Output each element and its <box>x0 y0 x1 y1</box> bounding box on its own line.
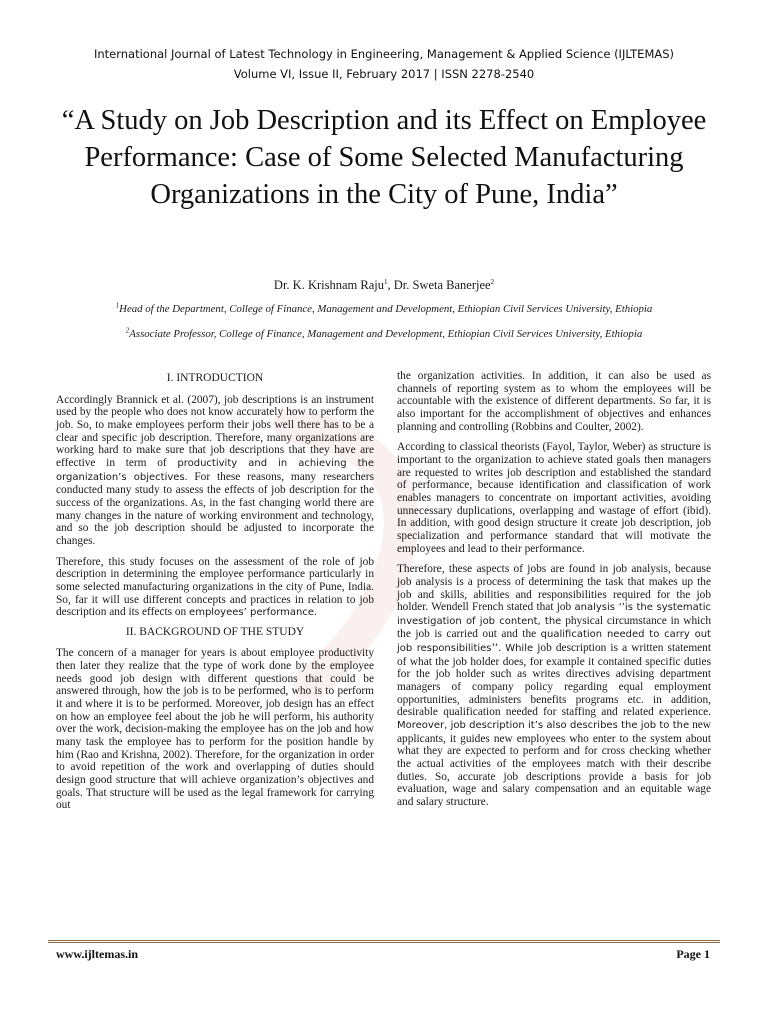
affiliation-2-text: Associate Professor, College of Finance, Management and Development, Ethiopian Civil Services University, Ethiopia <box>129 328 643 340</box>
right-column <box>397 370 711 817</box>
right-paragraph-2: According to classical theorists (Fayol, Taylor, Weber) as structure is important to the organization to achieve stated goals then managers are requested to writes job description and established the standard of performance, because identification and classification of work enables managers to concentrate on important activities, avoiding unnecessary duplications, overlapping and wastage of effort (ibid). In addition, with good design structure it create job description, job specialization and performance standard that will motivate the employees and lead to their performance. <box>397 441 711 555</box>
author-1: Dr. K. Krishnam Raju <box>273 278 384 292</box>
right-p3-text-c: ’’. <box>491 642 506 655</box>
footer-divider <box>48 940 720 943</box>
right-p3-sans-run-1: analysis ‘’is the systematic investigation of job content, the <box>397 602 711 627</box>
journal-issue: Volume VI, Issue II, February 2017 | ISSN 2278-2540 <box>233 67 535 81</box>
author-1-mark: 1 <box>383 277 388 286</box>
right-p3-text-a: Therefore, these aspects of jobs are found in job analysis, because job analysis is a process of determining the task that makes up the job and skills, abilities and responsibilities required for the job holder. Wendell French stated that job <box>397 563 711 614</box>
right-p3-sans-run-3: While <box>505 643 534 655</box>
right-p3-text-d: job description is a written statement of what the job holder does, for example it contained specific duties for the job holder such as writes directives advising department managers of company policy regarding equal employment opportunities, administers benefits programs etc. in addition, desirable qualification needed for staffing and related experience. <box>397 642 712 719</box>
author-2-mark: 2 <box>490 277 495 286</box>
right-p3-sans-run-2: qualification needed to carry out job responsibilities <box>397 629 711 655</box>
right-p3-text-e: new applicants, it guides new employees who enter to the system about what they are expected to perform and for cross checking whether the actual activities of the employees match with their describe duties. So, accurate job descriptions provide a basis for job evaluation, wage and salary compensation and an equitable wage and salary structure. <box>397 719 711 808</box>
affiliation-1-mark: 1 <box>115 301 120 310</box>
journal-name: International Journal of Latest Technology in Engineering, Management & Applied Science (IJLTEMAS) <box>93 47 675 61</box>
right-paragraph-3 <box>397 563 711 808</box>
journal-header <box>0 44 768 84</box>
paper-title: “A Study on Job Description and its Effect on Employee Performance: Case of Some Selected Manufacturing Organizations in the City of Pune, India” <box>61 105 707 210</box>
intro-p1-text-a: Accordingly Brannick et al. (2007), job descriptions is an instrument used by the people who does not know accurately how to perform the job. So, to make employees perform their jobs well there has to be a clear and specific job description. Therefore, many organizations are working hard to make sure that job descriptions that they have are effective in term of <box>56 393 374 469</box>
section-heading-background: II. BACKGROUND OF THE STUDY <box>125 625 305 638</box>
affiliation-2 <box>0 328 768 340</box>
left-column <box>56 370 374 820</box>
footer-website-link[interactable]: www.ijltemas.in <box>56 947 138 961</box>
intro-p2-text-a: Therefore, this study focuses on the assessment of the role of job description in determining the employee performance particularly in some selected manufacturing organizations in the city of Pune, India. So, far it will use different concepts and practices in relation to job description and its effects on <box>56 555 374 619</box>
author-2: Dr. Sweta Banerjee <box>393 278 491 292</box>
intro-p1-sans-run: productivity and in achieving the organization’s objectives <box>56 457 375 483</box>
affiliation-1-text: Head of the Department, College of Finance, Management and Development, Ethiopian Civil Services University, Ethiopia <box>119 303 653 315</box>
intro-p2-text-b: . <box>314 606 317 619</box>
affiliation-2-mark: 2 <box>125 326 130 335</box>
author-separator: , <box>387 278 394 292</box>
right-p3-sans-run-4: Moreover, job description it’s also describes the job to the <box>397 720 690 732</box>
intro-paragraph-1 <box>56 394 374 548</box>
section-heading-introduction: I. INTRODUCTION <box>166 372 264 384</box>
affiliation-1 <box>0 303 768 315</box>
background-paragraph: The concern of a manager for years is about employee productivity then later they realize that the type of work done by the employee needs good job design with different questions that could be answered through, how the job is to be performed, who is to perform it and where it is to be performed. Moreover, job design has an effect on how an employee feel about the job he will perform, his authority over the work, decision-making the employee has on the job and how many task the employee has to perform for the position handle by him (Rao and Krishna, 2002). Therefore, for the organization in order to avoid repetition of the work and overlapping of duties should design good structure that will achieve organization’s objectives and goals. That structure will be used as the legal framework for carrying out <box>56 647 374 812</box>
right-p3-text-b: physical circumstance in which the job is carried out and the <box>397 614 712 641</box>
right-paragraph-1: the organization activities. In addition, it can also be used as channels of reporting system as to whom the employees will be accountable with the existence of different departments. So far, it is also important for the accomplishment of objectives and enhances planning and controlling (Robbins and Coulter, 2002). <box>397 370 711 433</box>
author-line <box>0 278 768 293</box>
intro-p2-sans-run: employees’ performance <box>189 607 315 619</box>
footer-page-number: Page 1 <box>676 947 710 961</box>
intro-paragraph-2 <box>56 556 374 620</box>
intro-p1-text-b: . For these reasons, many researchers conducted many study to assess the effects of job description for the success of the organizations. As, in the fast changing world there are many changes in the nature of working environment and technology, and so the job description should be adjusted to incorporate the changes. <box>56 470 374 547</box>
